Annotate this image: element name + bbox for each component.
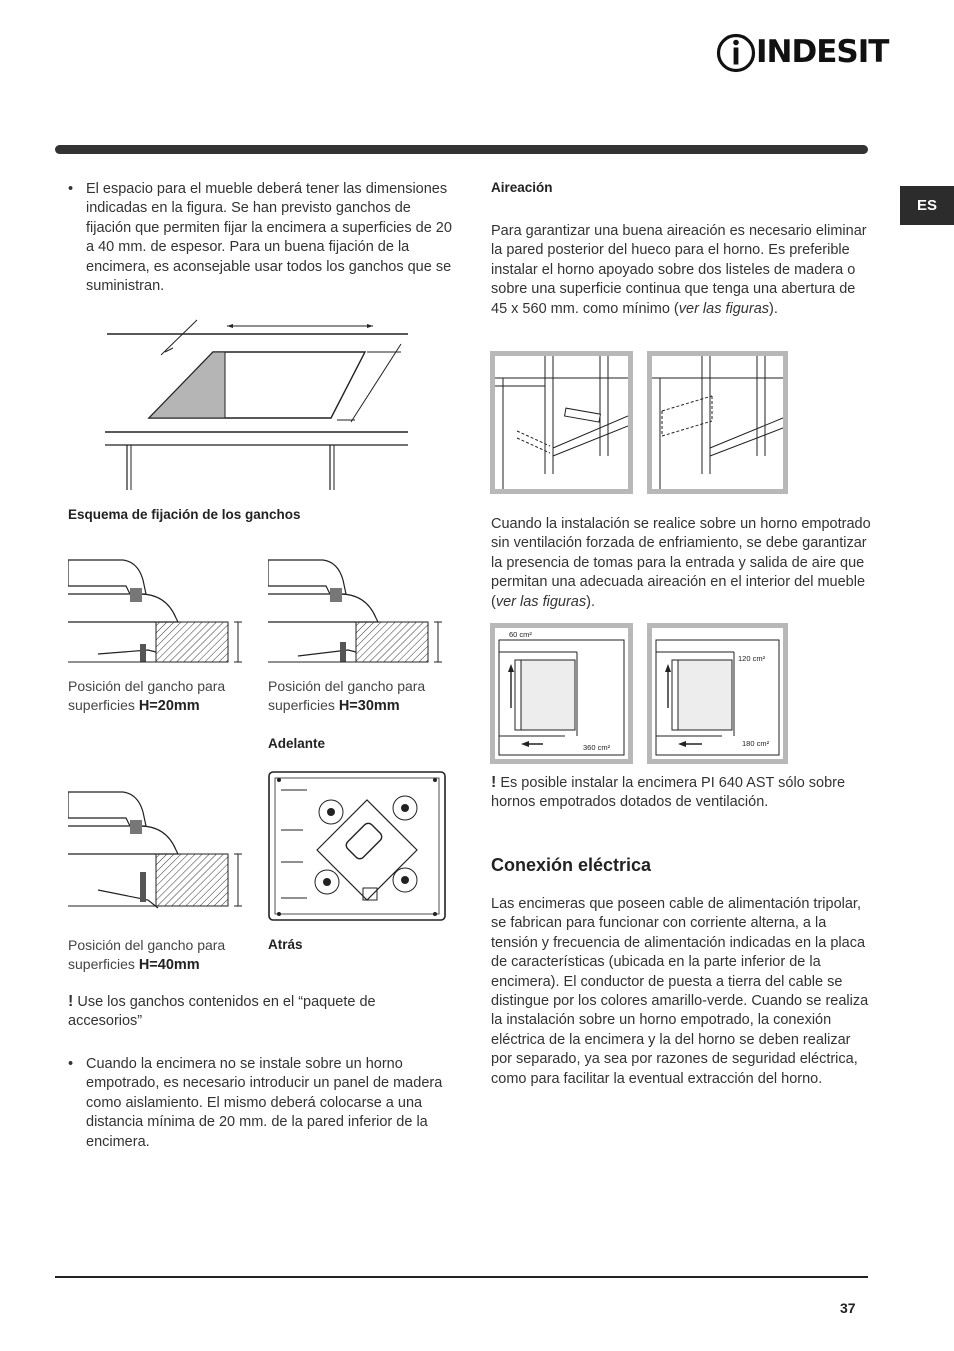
hook-figure-h40 xyxy=(68,790,248,915)
top-divider xyxy=(55,145,868,154)
caption-h20: Posición del gancho para superficies H=20mm xyxy=(68,678,226,714)
ventilation-figure-right xyxy=(647,623,788,764)
vent-label-a: 60 cm² xyxy=(509,630,532,639)
hook-figure-h20 xyxy=(68,558,248,668)
front-label: Adelante xyxy=(268,736,326,751)
electrical-title: Conexión eléctrica xyxy=(491,855,652,875)
bottom-divider xyxy=(55,1276,868,1278)
bullet-space-dimensions: • El espacio para el mueble deberá tener las dimensiones indicadas en la figura. Se han previsto ganchos de fijación que permiten fijar la encimera a superficies de 20 a 40 mm. de espesor. Para un buena fijación de la encimera, es aconsejable usar todos los ganchos que se suministran. xyxy=(68,180,456,296)
caption-h30: Posición del gancho para superficies H=30mm xyxy=(268,678,426,714)
aeration-text: Para garantizar una buena aireación es necesario eliminar la pared posterior del hueco para el horno. Es preferible instalar el horno apoyado sobre dos listeles de madera o sobre una superficie continua que tenga una abertura de 45 x 560 mm. como mínimo (ver las figuras). xyxy=(491,223,867,317)
aeration-figure-right xyxy=(647,351,788,494)
language-tab[interactable]: ES xyxy=(900,186,954,225)
warning-ventilation: ! Es posible instalar la encimera PI 640 AST sólo sobre hornos empotrados dotados de ventilación. xyxy=(491,774,846,811)
installation-text: Cuando la instalación se realice sobre un horno empotrado sin ventilación forzada de enfriamiento, se debe garantizar la presencia de tomas para la entrada y salida de aire que permitan una adecuada aireación en el interior del mueble (ver las figuras). xyxy=(491,516,871,610)
brand-name: INDESIT xyxy=(756,34,889,70)
back-label: Atrás xyxy=(268,937,303,952)
vent-label-b: 360 cm² xyxy=(583,743,611,752)
hook-figure-h30 xyxy=(268,558,448,668)
aeration-figure-left xyxy=(490,351,633,494)
aeration-title: Aireación xyxy=(491,180,553,195)
brand-logo-icon xyxy=(716,32,756,74)
caption-h40: Posición del gancho para superficies H=40mm xyxy=(68,937,226,973)
hob-underside-figure xyxy=(267,770,447,922)
ventilation-figure-left xyxy=(490,623,633,764)
vent-label-c: 120 cm² xyxy=(738,654,766,663)
vent-label-d: 180 cm² xyxy=(742,739,770,748)
page-number: 37 xyxy=(840,1300,856,1316)
warning-hooks: ! Use los ganchos contenidos en el “paquete de accesorios” xyxy=(68,993,376,1030)
cutout-diagram xyxy=(105,312,410,492)
electrical-text: Las encimeras que poseen cable de alimentación tripolar, se fabrican para funcionar con corriente alterna, a la tensión y frecuencia de alimentación indicadas en la placa de características (ubicada en la parte inferior de la encimera). El conductor de puesta a tierra del cable se distingue por los colores amarillo-verde. Cuando se realiza la instalación sobre un horno empotrado, la conexión eléctrica de la encimera y la del horno se deben realizar por separado, ya sea por razones de seguridad eléctrica, como para facilitar la eventual extracción del horno. xyxy=(491,896,869,1087)
scheme-title: Esquema de fijación de los ganchos xyxy=(68,507,301,522)
bullet-insulation-panel: • Cuando la encimera no se instale sobre un horno empotrado, es necesario introducir un panel de madera como aislamiento. El mismo deberá colocarse a una distancia mínima de 20 mm. de la pared inferior de la encimera. xyxy=(68,1055,456,1152)
